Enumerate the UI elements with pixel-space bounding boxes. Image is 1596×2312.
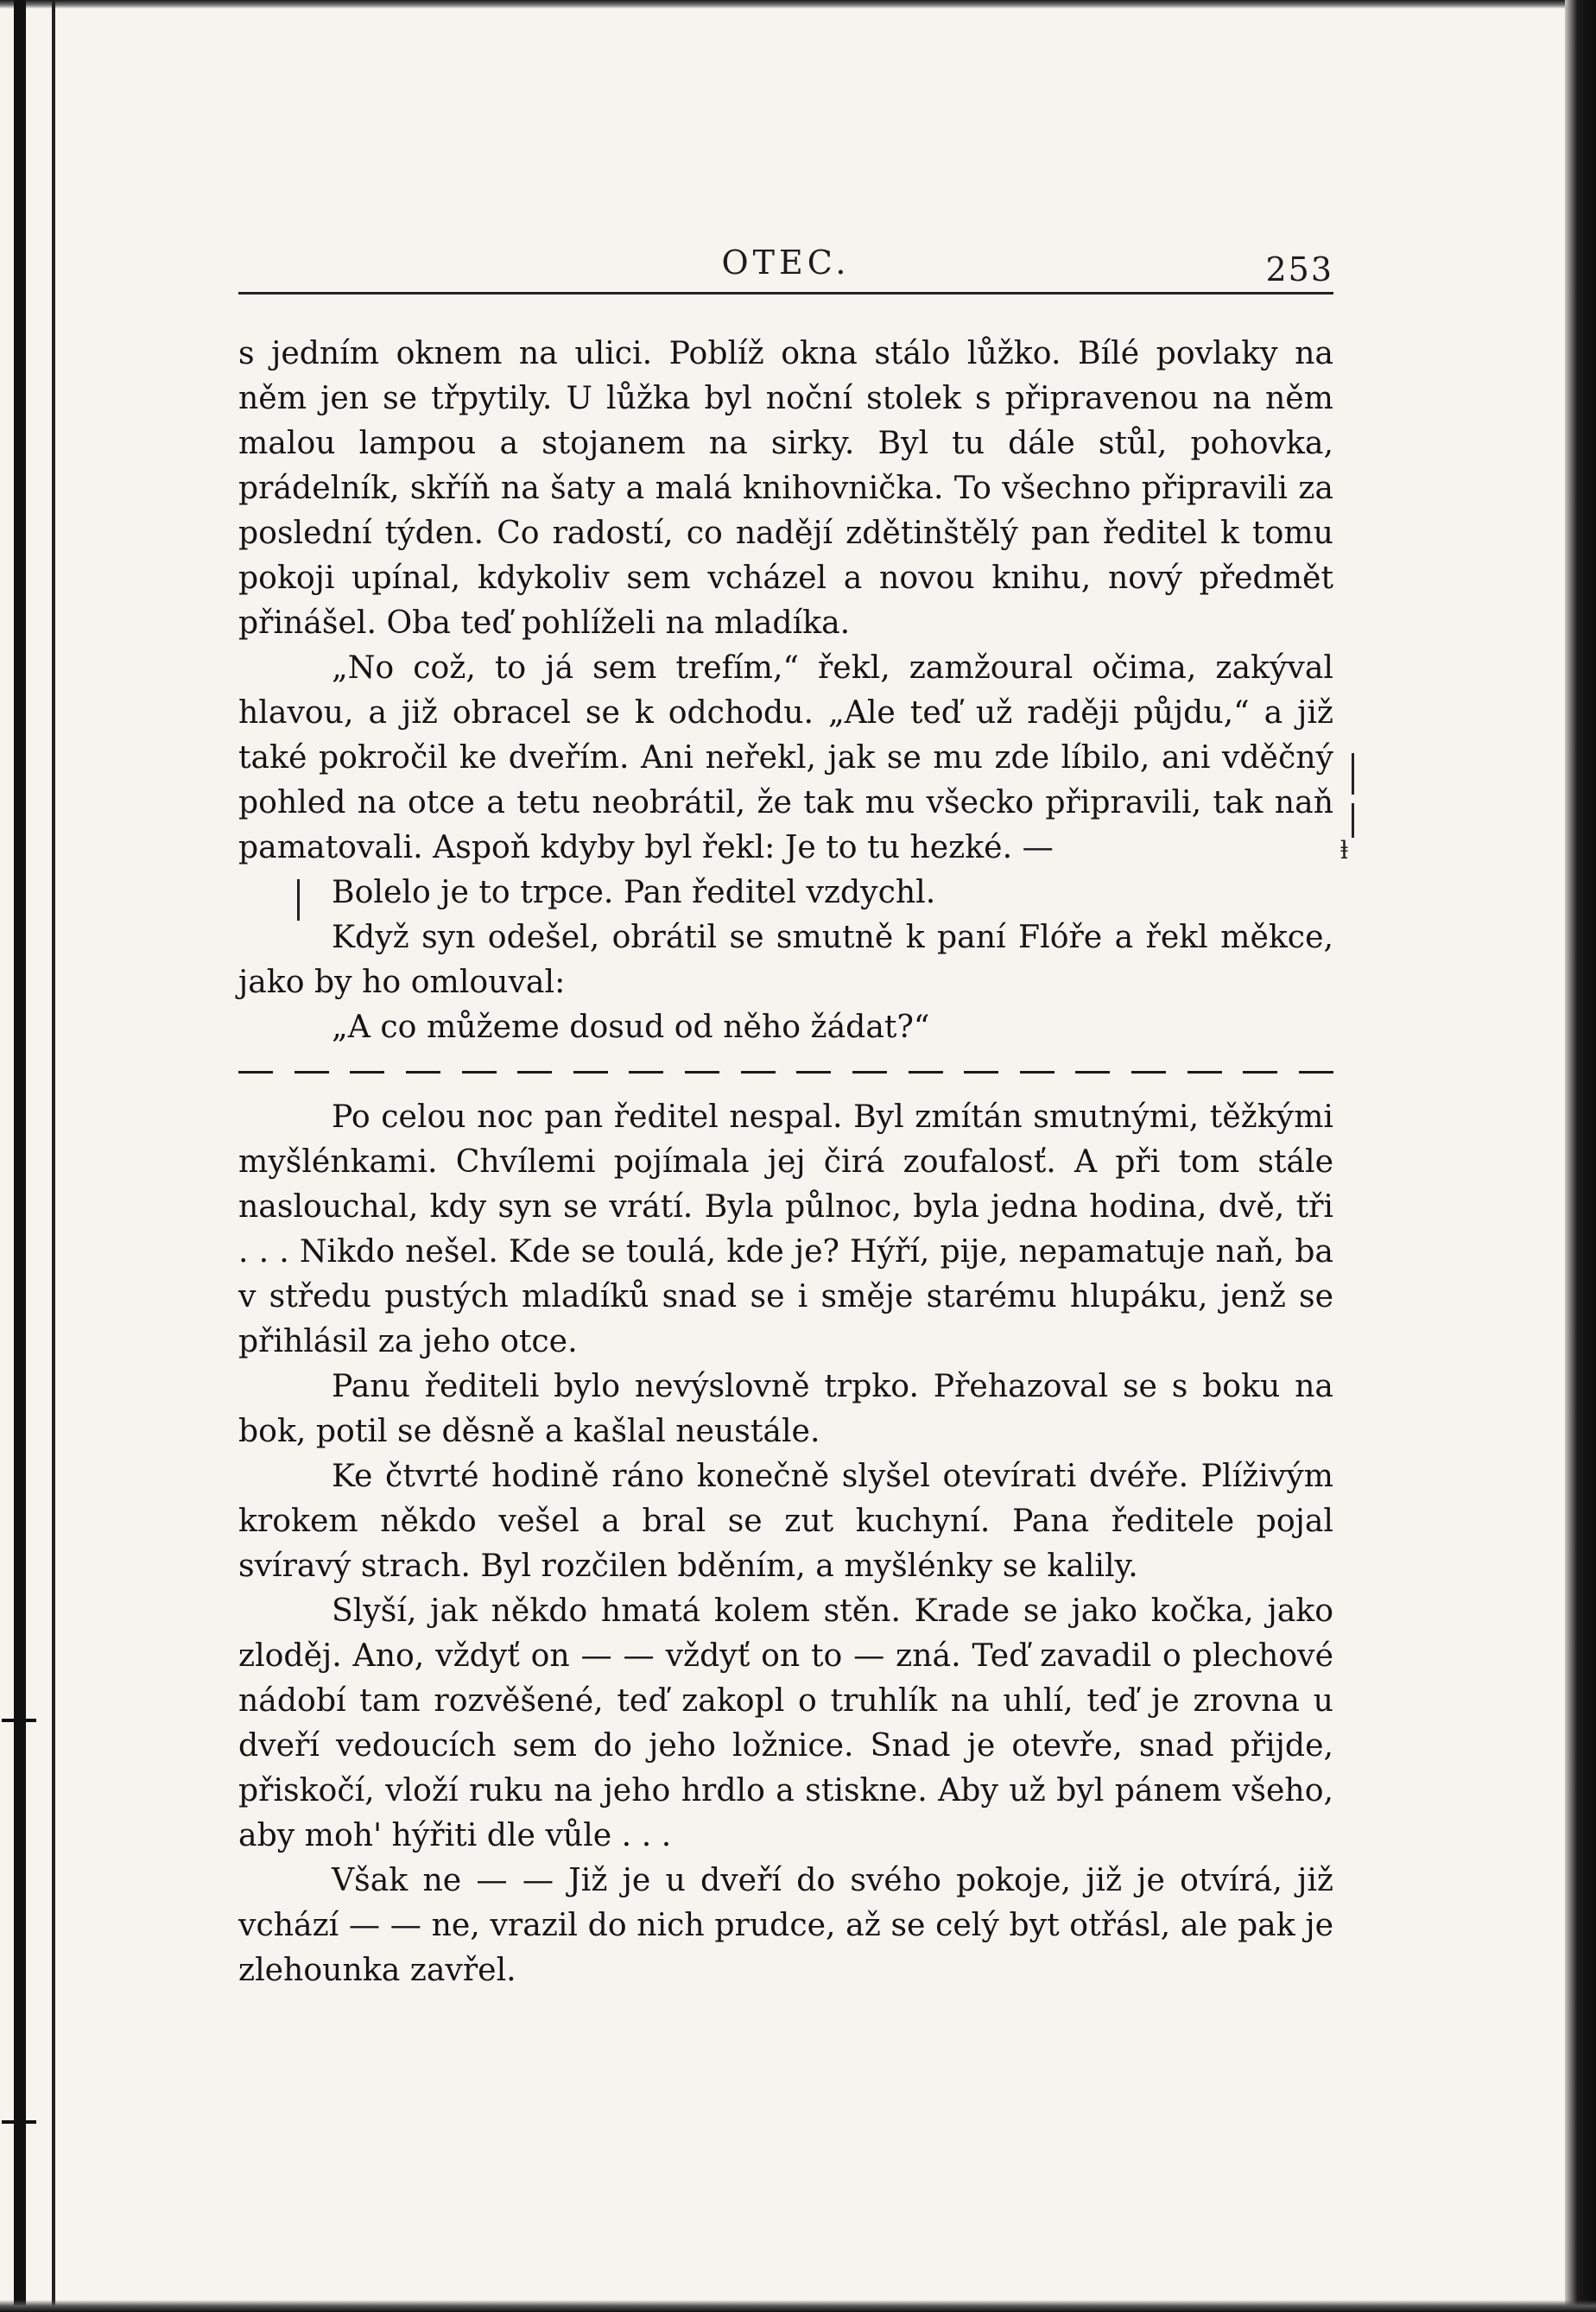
- page-header: [238, 238, 1333, 295]
- page-number: 253: [1265, 250, 1333, 288]
- paragraph: „No což, to já sem trefím,“ řekl, zamžoural očima, zakýval hlavou, a již obracel se k odchodu. „Ale teď už raději půjdu,“ a již také pokročil ke dveřím. Ani neřekl, jak se mu zde líbilo, ani vděčný pohled na otce a tetu neobrátil, že tak mu všecko připravili, tak naň pamatovali. Aspoň kdyby byl řekl: Je to tu hezké. —: [238, 649, 1333, 865]
- scene-break-dashes: [238, 1049, 1333, 1094]
- paragraph: Bolelo je to trpce. Pan ředitel vzdychl.: [332, 873, 936, 910]
- paragraph: Slyší, jak někdo hmatá kolem stěn. Krade se jako kočka, jako zloděj. Ano, vždyť on — — vždyť on to — zná. Teď zavadil o plechové nádobí tam rozvěšené, teď zakopl o truhlík na uhlí, teď je zrovna u dveří vedoucích sem do jeho ložnice. Snad je otevře, snad přijde, přiskočí, vloží ruku na jeho hrdlo a stiskne. Aby už byl pánem všeho, aby moh' hýřiti dle vůle . . .: [238, 1592, 1333, 1853]
- paragraph: Panu řediteli bylo nevýslovně trpko. Přehazoval se s boku na bok, potil se děsně a kašlal neustále.: [238, 1367, 1333, 1449]
- margin-mark: [1352, 803, 1354, 838]
- paragraph: s jedním oknem na ulici. Poblíž okna stálo lůžko. Bílé povlaky na něm jen se třpytily. U lůžka byl noční stolek s připravenou na něm malou lampou a stojanem na sirky. Byl tu dále stůl, pohovka, prádelník, skříň na šaty a malá knihovnička. To všechno připravili za poslední týden. Co radostí, co nadějí zdětinštělý pan ředitel k tomu pokoji upínal, kdykoliv sem vcházel a novou knihu, nový předmět přinášel. Oba teď pohlíželi na mladíka.: [238, 334, 1333, 641]
- body-text: [238, 331, 1333, 1992]
- margin-mark: [1352, 753, 1354, 795]
- binding-gutter-thin: [52, 0, 55, 2312]
- scan-edge-top: [0, 0, 1596, 9]
- paragraph: Po celou noc pan ředitel nespal. Byl zmítán smutnými, těžkými myšlénkami. Chvílemi pojímala jej čirá zoufalosť. A při tom stále naslouchal, kdy syn se vrátí. Byla půlnoc, byla jedna hodina, dvě, tři . . . Nikdo nešel. Kde se toulá, kde je? Hýří, pije, nepamatuje naň, ba v středu pustých mladíků snad se i směje starému hlupáku, jenž se přihlásil za jeho otce.: [238, 1098, 1333, 1359]
- paragraph: „A co můžeme dosud od něho žádat?“: [332, 1008, 930, 1045]
- scan-edge-right: [1565, 0, 1596, 2312]
- gutter-tick-mark: [2, 2120, 36, 2124]
- margin-mark: [297, 879, 300, 921]
- scan-edge-bottom: [0, 2300, 1596, 2312]
- gutter-tick-mark: [2, 1719, 36, 1722]
- margin-mark: ⱡ: [1340, 836, 1348, 865]
- running-head: OTEC.: [721, 244, 851, 282]
- paragraph: Když syn odešel, obrátil se smutně k paní Flóře a řekl měkce, jako by ho omlouval:: [238, 918, 1333, 1000]
- paragraph: Však ne — — Již je u dveří do svého pokoje, již je otvírá, již vchází — — ne, vrazil do nich prudce, až se celý byt otřásl, ale pak je zlehounka zavřel.: [238, 1861, 1333, 1988]
- paragraph: Ke čtvrté hodině ráno konečně slyšel otevírati dvéře. Plíživým krokem někdo vešel a bral se zut kuchyní. Pana ředitele pojal svíravý strach. Byl rozčilen bděním, a myšlénky se kalily.: [238, 1457, 1333, 1584]
- binding-gutter: [14, 0, 26, 2312]
